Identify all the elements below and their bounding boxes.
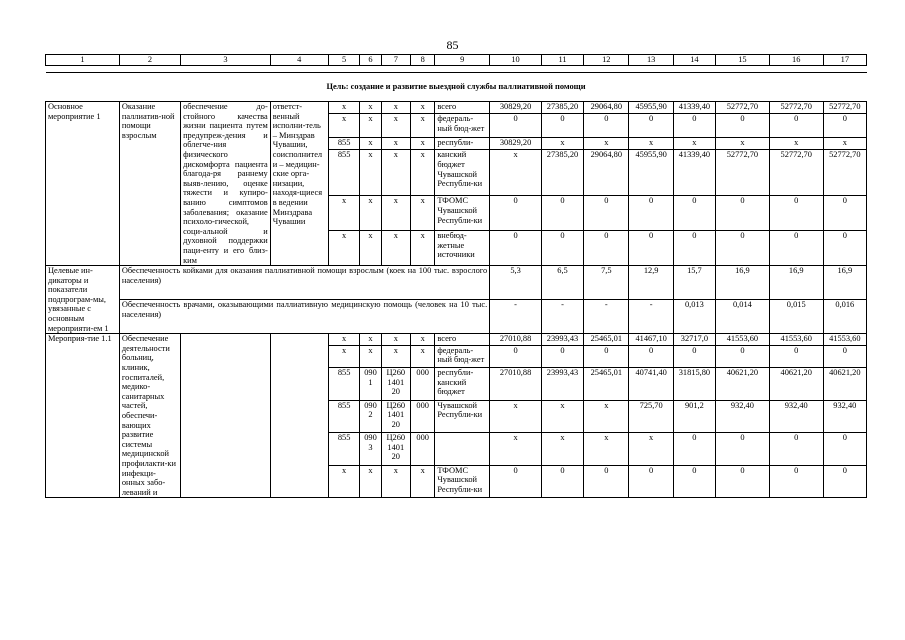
value-cell: 0	[673, 231, 715, 266]
code-cell: Ц260 1401 20	[381, 367, 411, 400]
code-cell: 855	[328, 137, 360, 149]
value-cell: x	[541, 400, 583, 433]
code-cell: Ц260 1401 20	[381, 433, 411, 466]
funding-source: всего	[435, 102, 490, 114]
value-cell: 0	[823, 114, 866, 138]
value-cell: x	[769, 137, 823, 149]
value-cell: 15,7	[673, 266, 715, 300]
value-cell: 52772,70	[823, 102, 866, 114]
value-cell: 0	[629, 196, 673, 231]
code-cell: 0902	[360, 400, 381, 433]
responsible-executor: ответст-венный исполни-тель – Минздрав Чувашии, соисполнители – медицин-ские орга-низации, находя-щиеся в ведении Минздрава Чувашии	[270, 102, 328, 266]
code-cell: 855	[328, 433, 360, 466]
value-cell: 16,9	[769, 266, 823, 300]
column-number: 13	[629, 55, 673, 66]
value-cell: 0	[716, 465, 770, 498]
code-cell: x	[328, 334, 360, 346]
value-cell: 5,3	[490, 266, 542, 300]
measure-name: Оказание паллиатив-ной помощи взрослым	[119, 102, 180, 266]
value-cell: 41339,40	[673, 102, 715, 114]
value-cell: 0	[490, 465, 542, 498]
value-cell: 40741,40	[629, 367, 673, 400]
funding-source: внебюд-жетные источники	[435, 231, 490, 266]
value-cell: 27010,88	[490, 367, 542, 400]
value-cell: 0	[541, 114, 583, 138]
code-cell: 855	[328, 400, 360, 433]
value-cell: 0	[629, 114, 673, 138]
value-cell: 0	[673, 433, 715, 466]
code-cell: x	[360, 465, 381, 498]
value-cell: 0	[629, 231, 673, 266]
value-cell: x	[673, 137, 715, 149]
value-cell: 0	[823, 196, 866, 231]
code-cell: 000	[411, 367, 435, 400]
measure-description: обеспечение до-стойного качества жизни пациента путем предупреж-дения и облегче-ния физического дискомфорта пациента благода-ря раннему выяв-лению, оценке тяжести и купиро-ванию симптомов заболевания; оказание психоло-гической, соци-альной и духовной поддержки паци-енту и его близ-ким	[181, 102, 271, 266]
value-cell: 41553,60	[769, 334, 823, 346]
funding-source: федераль-ный бюд-жет	[435, 345, 490, 367]
value-cell: 30829,20	[490, 102, 542, 114]
funding-source: ТФОМС Чувашской Республи-ки	[435, 465, 490, 498]
value-cell: 0	[490, 345, 542, 367]
value-cell: 45955,90	[629, 150, 673, 196]
code-cell: x	[328, 231, 360, 266]
code-cell: x	[411, 196, 435, 231]
code-cell: x	[381, 150, 411, 196]
value-cell: 45955,90	[629, 102, 673, 114]
code-cell: x	[381, 345, 411, 367]
measure-name: Обеспечение деятельности больниц, клиник, госпиталей, медико-санитарных частей, обеспечи-вающих развитие системы медицинской профилакти-ки инфекци-онных забо-леваний и	[119, 334, 180, 498]
column-number: 5	[328, 55, 360, 66]
value-cell: 0,014	[716, 300, 770, 334]
responsible-executor	[270, 334, 328, 498]
value-cell: 27010,88	[490, 334, 542, 346]
value-cell: x	[716, 137, 770, 149]
code-cell: x	[411, 231, 435, 266]
value-cell: 30829,20	[490, 137, 542, 149]
value-cell: 40621,20	[769, 367, 823, 400]
code-cell: x	[328, 345, 360, 367]
value-cell: 32717,0	[673, 334, 715, 346]
column-number: 3	[181, 55, 271, 66]
value-cell: 23993,43	[541, 334, 583, 346]
value-cell: 25465,01	[584, 334, 629, 346]
value-cell: 0	[584, 465, 629, 498]
value-cell: x	[490, 150, 542, 196]
value-cell: 16,9	[823, 266, 866, 300]
value-cell: 0	[584, 196, 629, 231]
code-cell: x	[328, 196, 360, 231]
value-cell: -	[629, 300, 673, 334]
code-cell: x	[360, 150, 381, 196]
page-number: 85	[446, 38, 459, 52]
value-cell: 0	[629, 465, 673, 498]
value-cell: 41339,40	[673, 150, 715, 196]
code-cell: x	[411, 465, 435, 498]
row-label: Целевые ин-дикаторы и показатели подпрограм-мы, увязанные с основным мероприяти-ем 1	[46, 266, 120, 334]
code-cell: x	[360, 137, 381, 149]
value-cell: 0	[823, 345, 866, 367]
value-cell: 0	[769, 465, 823, 498]
column-number: 15	[716, 55, 770, 66]
value-cell: 0	[716, 196, 770, 231]
column-number: 10	[490, 55, 542, 66]
value-cell: -	[490, 300, 542, 334]
code-cell: 855	[328, 150, 360, 196]
code-cell: x	[411, 345, 435, 367]
column-number: 12	[584, 55, 629, 66]
code-cell: 0901	[360, 367, 381, 400]
value-cell: 31815,80	[673, 367, 715, 400]
column-number: 16	[769, 55, 823, 66]
value-cell: 16,9	[716, 266, 770, 300]
funding-source	[435, 433, 490, 466]
value-cell: 0,013	[673, 300, 715, 334]
column-number: 8	[411, 55, 435, 66]
value-cell: 27385,20	[541, 150, 583, 196]
code-cell: x	[381, 196, 411, 231]
indicator-text: Обеспеченность койками для оказания паллиативной помощи взрослым (коек на 100 тыс. взрослого населения)	[119, 266, 489, 300]
value-cell: 25465,01	[584, 367, 629, 400]
value-cell: x	[584, 137, 629, 149]
value-cell: 0	[673, 114, 715, 138]
column-number: 7	[381, 55, 411, 66]
value-cell: 0	[769, 196, 823, 231]
value-cell: 932,40	[716, 400, 770, 433]
value-cell: 40621,20	[823, 367, 866, 400]
value-cell: 0	[490, 231, 542, 266]
indicator-row	[46, 300, 867, 334]
funding-source: республи-	[435, 137, 490, 149]
value-cell: 0	[541, 231, 583, 266]
code-cell: x	[411, 114, 435, 138]
value-cell: 52772,70	[716, 150, 770, 196]
code-cell: Ц260 1401 20	[381, 400, 411, 433]
value-cell: -	[541, 300, 583, 334]
value-cell: 0	[490, 196, 542, 231]
code-cell: x	[360, 196, 381, 231]
code-cell: x	[381, 231, 411, 266]
value-cell: x	[490, 400, 542, 433]
code-cell: x	[381, 102, 411, 114]
value-cell: 12,9	[629, 266, 673, 300]
value-cell: 0	[673, 345, 715, 367]
value-cell: x	[629, 433, 673, 466]
table-row	[46, 102, 867, 114]
value-cell: 0	[716, 345, 770, 367]
value-cell: x	[541, 433, 583, 466]
value-cell: x	[584, 400, 629, 433]
code-cell: x	[411, 102, 435, 114]
value-cell: 0	[490, 114, 542, 138]
code-cell: x	[360, 102, 381, 114]
code-cell: x	[381, 137, 411, 149]
value-cell: 0	[769, 345, 823, 367]
column-number: 9	[435, 55, 490, 66]
funding-source: федераль-ный бюд-жет	[435, 114, 490, 138]
code-cell: 000	[411, 433, 435, 466]
code-cell: x	[328, 465, 360, 498]
value-cell: x	[823, 137, 866, 149]
value-cell: 6,5	[541, 266, 583, 300]
funding-source: всего	[435, 334, 490, 346]
value-cell: x	[541, 137, 583, 149]
value-cell: 725,70	[629, 400, 673, 433]
value-cell: 0	[673, 196, 715, 231]
funding-source: Чувашской Республи-ки	[435, 400, 490, 433]
value-cell: 932,40	[823, 400, 866, 433]
code-cell: 000	[411, 400, 435, 433]
value-cell: x	[490, 433, 542, 466]
value-cell: 0	[541, 196, 583, 231]
goal-heading: Цель: создание и развитие выездной службы паллиативной помощи	[46, 73, 867, 102]
value-cell: 41553,60	[716, 334, 770, 346]
value-cell: 0	[584, 114, 629, 138]
value-cell: 0	[673, 465, 715, 498]
measure-description	[181, 334, 271, 498]
code-cell: 0903	[360, 433, 381, 466]
funding-source: канский бюджет Чувашской Республи-ки	[435, 150, 490, 196]
column-number: 6	[360, 55, 381, 66]
value-cell: 0	[584, 345, 629, 367]
column-number: 14	[673, 55, 715, 66]
column-number-row	[46, 55, 867, 66]
value-cell: 29064,80	[584, 102, 629, 114]
value-cell: 52772,70	[769, 150, 823, 196]
column-number: 17	[823, 55, 866, 66]
code-cell: x	[381, 465, 411, 498]
value-cell: 0	[823, 465, 866, 498]
budget-table	[45, 54, 867, 498]
value-cell: 41553,60	[823, 334, 866, 346]
value-cell: 0,015	[769, 300, 823, 334]
value-cell: 41467,10	[629, 334, 673, 346]
code-cell: x	[381, 114, 411, 138]
value-cell: 52772,70	[823, 150, 866, 196]
funding-source: республи-канский бюджет	[435, 367, 490, 400]
value-cell: 40621,20	[716, 367, 770, 400]
code-cell: 855	[328, 367, 360, 400]
value-cell: 7,5	[584, 266, 629, 300]
column-number: 2	[119, 55, 180, 66]
column-number: 1	[46, 55, 120, 66]
value-cell: 0	[716, 114, 770, 138]
value-cell: 901,2	[673, 400, 715, 433]
value-cell: x	[629, 137, 673, 149]
code-cell: x	[360, 231, 381, 266]
value-cell: 27385,20	[541, 102, 583, 114]
value-cell: 52772,70	[769, 102, 823, 114]
value-cell: 29064,80	[584, 150, 629, 196]
value-cell: 23993,43	[541, 367, 583, 400]
code-cell: x	[360, 345, 381, 367]
row-label: Основное мероприятие 1	[46, 102, 120, 266]
value-cell: 0	[769, 231, 823, 266]
value-cell: 0	[584, 231, 629, 266]
code-cell: x	[328, 102, 360, 114]
value-cell: x	[584, 433, 629, 466]
value-cell: 0,016	[823, 300, 866, 334]
code-cell: x	[360, 114, 381, 138]
value-cell: 932,40	[769, 400, 823, 433]
value-cell: 0	[769, 433, 823, 466]
code-cell: x	[411, 137, 435, 149]
column-number: 4	[270, 55, 328, 66]
value-cell: 0	[541, 465, 583, 498]
code-cell: x	[381, 334, 411, 346]
funding-source: ТФОМС Чувашской Республи-ки	[435, 196, 490, 231]
code-cell: x	[328, 114, 360, 138]
value-cell: 52772,70	[716, 102, 770, 114]
value-cell: 0	[823, 433, 866, 466]
table-row	[46, 334, 867, 346]
indicator-row	[46, 266, 867, 300]
code-cell: x	[411, 334, 435, 346]
indicator-text: Обеспеченность врачами, оказывающими паллиативную медицинскую помощь (человек на 10 тыс. населения)	[119, 300, 489, 334]
value-cell: 0	[716, 231, 770, 266]
value-cell: 0	[629, 345, 673, 367]
value-cell: 0	[541, 345, 583, 367]
value-cell: 0	[716, 433, 770, 466]
value-cell: 0	[769, 114, 823, 138]
code-cell: x	[360, 334, 381, 346]
value-cell: 0	[823, 231, 866, 266]
row-label: Мероприя-тие 1.1	[46, 334, 120, 498]
code-cell: x	[411, 150, 435, 196]
column-number: 11	[541, 55, 583, 66]
value-cell: -	[584, 300, 629, 334]
